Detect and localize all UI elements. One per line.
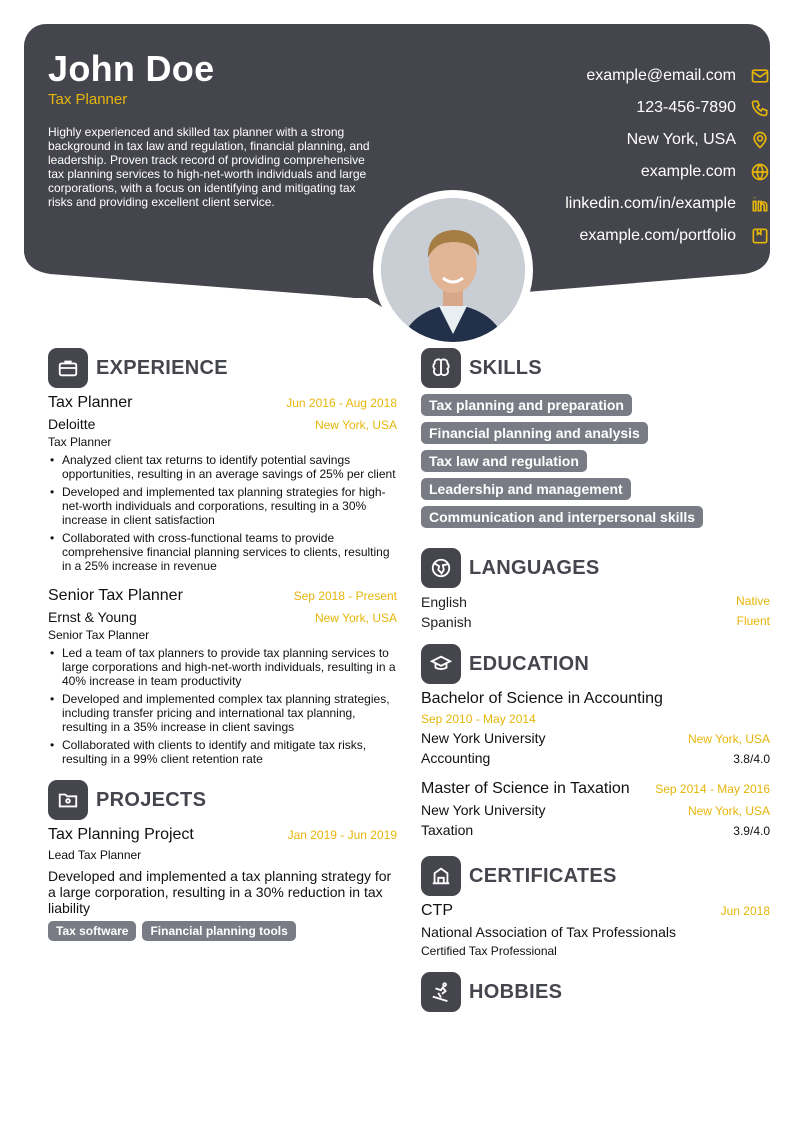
degree-name: Bachelor of Science in Accounting	[421, 690, 663, 707]
certificate-issuer: National Association of Tax Professionals	[421, 924, 676, 940]
skills-title: SKILLS	[469, 356, 542, 379]
bullet-item: • Collaborated with cross-functional teams to provide comprehensive financial planning services to clients, resulting in a 25% increase in revenue	[48, 531, 397, 573]
language-name: English	[421, 594, 467, 610]
language-name: Spanish	[421, 614, 472, 630]
certificate-name: CTP	[421, 902, 453, 919]
language-level: Fluent	[736, 614, 770, 628]
experience-item	[48, 394, 397, 573]
languages-title: LANGUAGES	[469, 556, 600, 579]
bullet-item: • Led a team of tax planners to provide tax planning services to large corporations and high-net-worth individuals, resulting in a 40% increase in team productivity	[48, 646, 397, 688]
skiing-icon	[421, 972, 461, 1012]
portfolio-icon	[750, 226, 770, 246]
folder-icon	[48, 780, 88, 820]
contact-email[interactable]	[586, 62, 770, 90]
bullet-item: • Collaborated with clients to identify and mitigate tax risks, resulting in a 99% client retention rate	[48, 738, 397, 766]
hobbies-title: HOBBIES	[469, 980, 563, 1003]
education-title: EDUCATION	[469, 652, 590, 675]
profile-photo-frame	[373, 190, 533, 350]
contact-website[interactable]	[641, 158, 770, 186]
project-role: Lead Tax Planner	[48, 848, 142, 862]
project-name: Tax Planning Project	[48, 826, 194, 843]
school-location: New York, USA	[687, 732, 770, 746]
degree-name: Master of Science in Taxation	[421, 780, 630, 797]
graduation-cap-icon	[421, 644, 461, 684]
company-name: Deloitte	[48, 416, 96, 432]
contact-portfolio[interactable]	[579, 222, 770, 250]
company-name: Ernst & Young	[48, 609, 137, 625]
candidate-title: Tax Planner	[48, 91, 128, 108]
certificate-building-icon	[421, 856, 461, 896]
job-role: Senior Tax Planner	[48, 628, 150, 642]
degree-dates: Sep 2014 - May 2016	[655, 782, 770, 796]
skill-chip: Tax planning and preparation	[421, 394, 632, 416]
contact-linkedin-text: linkedin.com/in/example	[565, 195, 736, 212]
languages-header	[421, 548, 770, 588]
education-item	[421, 690, 770, 766]
person-avatar-icon	[381, 198, 525, 342]
candidate-name: John Doe	[48, 48, 215, 89]
profile-photo	[381, 198, 525, 342]
job-dates: Sep 2018 - Present	[293, 589, 397, 603]
bullet-item: • Analyzed client tax returns to identify potential savings opportunities, resulting in an average savings of 25% per client	[48, 453, 397, 481]
education-header	[421, 644, 770, 684]
hobbies-header	[421, 972, 770, 1012]
gpa: 3.8/4.0	[733, 752, 770, 766]
skill-chip: Communication and interpersonal skills	[421, 506, 703, 528]
field-of-study: Accounting	[421, 750, 491, 766]
skill-chip: Tax law and regulation	[421, 450, 587, 472]
contact-linkedin[interactable]	[565, 190, 770, 218]
school-location: New York, USA	[687, 804, 770, 818]
contact-phone-text: 123-456-7890	[636, 99, 736, 116]
right-column	[421, 348, 770, 1018]
job-title: Tax Planner	[48, 394, 133, 411]
certificate-full-name: Certified Tax Professional	[421, 944, 557, 958]
project-dates: Jan 2019 - Jun 2019	[287, 828, 397, 842]
language-row	[421, 614, 770, 630]
contact-phone[interactable]	[636, 94, 770, 122]
projects-title: PROJECTS	[96, 788, 207, 811]
experience-title: EXPERIENCE	[96, 356, 228, 379]
language-globe-icon	[421, 548, 461, 588]
school-name: New York University	[421, 802, 546, 818]
skills-list	[421, 394, 770, 534]
projects-header	[48, 780, 397, 820]
job-location: New York, USA	[314, 611, 397, 625]
bullet-item: • Developed and implemented complex tax planning strategies, including transfer pricing and international tax planning, resulting in a 35% increase in client savings	[48, 692, 397, 734]
language-level: Native	[735, 594, 770, 608]
job-title: Senior Tax Planner	[48, 587, 183, 604]
language-row	[421, 594, 770, 610]
experience-header	[48, 348, 397, 388]
project-item	[48, 826, 397, 941]
briefcase-icon	[48, 348, 88, 388]
mail-icon	[750, 66, 770, 86]
location-pin-icon	[750, 130, 770, 150]
project-description: Developed and implemented a tax planning strategy for a large corporation, resulting in a 30% reduction in tax liability	[48, 868, 392, 916]
contact-email-text: example@email.com	[586, 67, 736, 84]
degree-dates: Sep 2010 - May 2014	[421, 712, 536, 726]
job-location: New York, USA	[314, 418, 397, 432]
experience-item	[48, 587, 397, 766]
contact-portfolio-text: example.com/portfolio	[579, 227, 736, 244]
certificates-header	[421, 856, 770, 896]
project-tag: Financial planning tools	[142, 921, 295, 941]
skills-header	[421, 348, 770, 388]
contact-location[interactable]	[627, 126, 770, 154]
languages-list	[421, 594, 770, 630]
gpa: 3.9/4.0	[733, 824, 770, 838]
bullet-item: • Developed and implemented tax planning strategies for high-net-worth individuals and corporations, resulting in a 30% increase in client satisfaction	[48, 485, 397, 527]
field-of-study: Taxation	[421, 822, 474, 838]
project-tag: Tax software	[48, 921, 136, 941]
summary-text: Highly experienced and skilled tax planner with a strong background in tax law and regulation, financial planning, and leadership. Proven track record of providing comprehensive tax planning services to high-net-worth individuals and large corporations, with a focus on identifying and mitigating tax risks and providing excellent client service.	[48, 125, 370, 209]
project-tags	[48, 921, 397, 941]
phone-icon	[750, 98, 770, 118]
certificates-title: CERTIFICATES	[469, 864, 617, 887]
education-item	[421, 780, 770, 838]
certificate-date: Jun 2018	[720, 904, 770, 918]
job-bullets	[48, 646, 397, 766]
globe-icon	[750, 162, 770, 182]
school-name: New York University	[421, 730, 546, 746]
linkedin-icon	[750, 194, 770, 214]
skill-chip: Financial planning and analysis	[421, 422, 648, 444]
left-column	[48, 348, 397, 941]
job-bullets	[48, 453, 397, 573]
skill-chip: Leadership and management	[421, 478, 631, 500]
job-dates: Jun 2016 - Aug 2018	[286, 396, 397, 410]
certificate-item	[421, 902, 770, 958]
contact-location-text: New York, USA	[626, 131, 736, 148]
contact-website-text: example.com	[640, 163, 736, 180]
brain-icon	[421, 348, 461, 388]
job-role: Tax Planner	[48, 435, 112, 449]
